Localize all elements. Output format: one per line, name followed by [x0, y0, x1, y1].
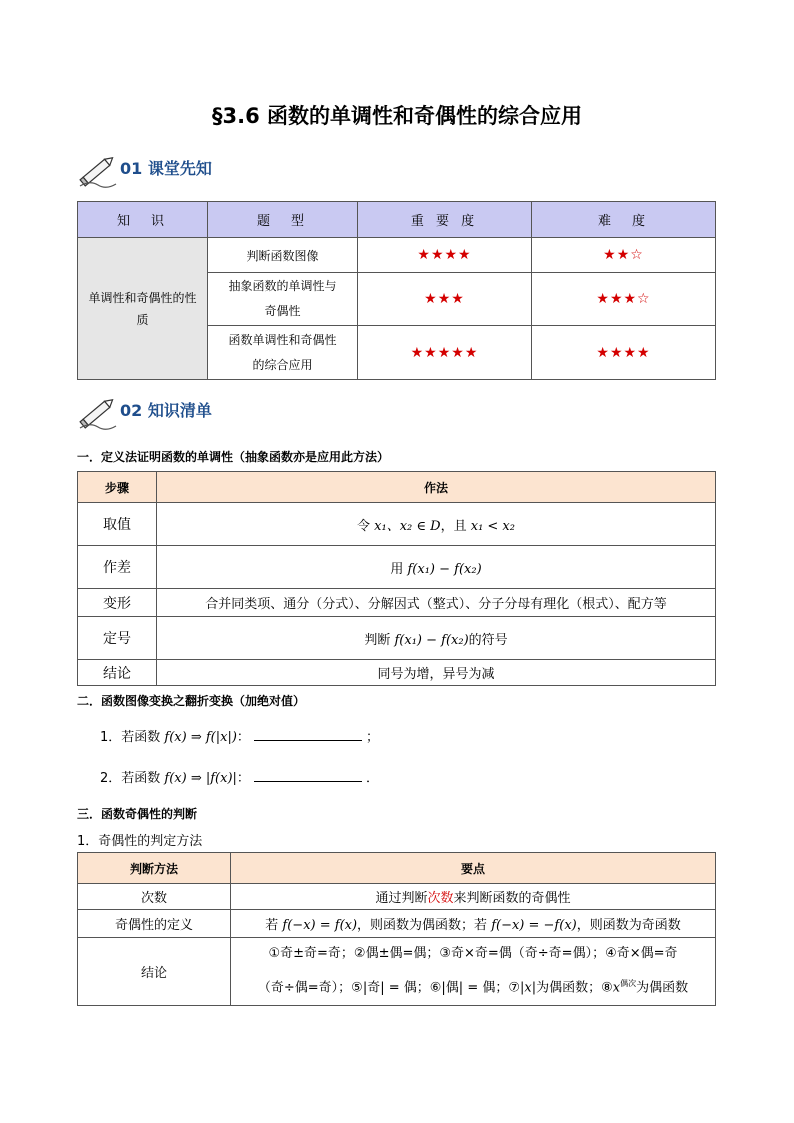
math-expr: f(x₁) − f(x₂): [394, 632, 469, 648]
point-text: ；⑥: [416, 980, 442, 996]
monotonicity-table: [77, 471, 716, 686]
method-cell: [157, 503, 716, 546]
method-cell: [157, 546, 716, 589]
fill-blank-item-2: [100, 767, 379, 786]
step-cell: 取值: [78, 503, 157, 546]
math-expr: x₁ < x₂: [470, 518, 515, 534]
pencil-icon: [76, 150, 120, 190]
item-text: ．: [365, 771, 379, 786]
overview-table: [77, 201, 716, 380]
type-cell: 判断函数图像: [208, 238, 358, 273]
point-line: ①奇±奇=奇；②偶±偶=偶；③奇×奇=偶（奇÷奇=偶）；④奇×偶=奇: [268, 946, 678, 962]
col-header: 步骤: [78, 472, 157, 503]
col-header: 题 型: [208, 202, 358, 238]
point-text: ，则函数为奇函数: [576, 918, 681, 933]
point-text: ，则函数为偶函数；若: [357, 918, 488, 933]
part2-heading: 二．函数图像变换之翻折变换（加绝对值）: [77, 694, 306, 708]
step-cell: 定号: [78, 617, 157, 660]
math-expr: |x|: [520, 980, 537, 996]
math-expr: f(x) ⇒ f(|x|): [164, 730, 237, 745]
page-title: §3.6 函数的单调性和奇偶性的综合应用: [211, 104, 582, 128]
method-cell: 结论: [78, 938, 231, 1006]
knowledge-text: 单调性和奇偶性的性质: [88, 290, 197, 327]
point-text: 通过判断: [375, 891, 428, 906]
importance-stars: ★★★: [358, 273, 532, 326]
col-header: 难 度: [532, 202, 716, 238]
math-expr: |偶| = 偶: [441, 980, 496, 996]
point-text: 为偶函数；⑧: [536, 980, 613, 996]
point-cell: [231, 884, 716, 910]
answer-blank[interactable]: [254, 728, 362, 741]
method-text: 用: [390, 561, 404, 577]
method-cell: 同号为增，异号为减: [157, 660, 716, 686]
importance-stars: ★★★★: [358, 238, 532, 273]
pencil-icon: [76, 392, 120, 432]
answer-blank[interactable]: [254, 769, 362, 782]
method-cell: 次数: [78, 884, 231, 910]
point-text: （奇÷偶=奇）；⑤: [257, 980, 363, 996]
math-expr: x: [612, 980, 621, 996]
parity-table: [77, 852, 716, 1006]
math-expr: f(−x) = f(x): [282, 918, 358, 933]
col-header: 知 识: [78, 202, 208, 238]
type-cell: [208, 273, 358, 326]
item-text: ：: [236, 771, 250, 786]
section-title: 01 课堂先知: [120, 159, 212, 178]
math-expr: f(x₁) − f(x₂): [407, 561, 482, 577]
col-header: 要点: [231, 853, 716, 884]
type-cell: [208, 326, 358, 380]
part1-heading: 一．定义法证明函数的单调性（抽象函数亦是应用此方法）: [77, 450, 390, 464]
item-text: ：: [236, 730, 250, 745]
step-cell: 结论: [78, 660, 157, 686]
item-text: 2．若函数: [100, 771, 161, 786]
fill-blank-item-1: [100, 726, 379, 745]
math-expr: f(x) ⇒ |f(x)|: [164, 771, 237, 786]
math-exponent: 偶次: [620, 979, 637, 989]
item-text: 1．若函数: [100, 730, 161, 745]
method-text: 的符号: [468, 632, 508, 648]
item-text: ；: [365, 730, 379, 745]
difficulty-stars: ★★☆: [532, 238, 716, 273]
point-text: 若: [265, 918, 279, 933]
col-header: 判断方法: [78, 853, 231, 884]
method-cell: 合并同类项、通分（分式）、分解因式（整式）、分子分母有理化（根式）、配方等: [157, 589, 716, 617]
method-text: 判断: [364, 632, 391, 648]
point-text: 来判断函数的奇偶性: [453, 891, 571, 906]
point-text: ；⑦: [495, 980, 520, 996]
point-cell: [231, 938, 716, 1006]
highlight-text: 次数: [427, 891, 454, 906]
col-header: 作法: [157, 472, 716, 503]
point-text: 为偶函数: [636, 980, 689, 996]
section-title: 02 知识清单: [120, 401, 212, 420]
math-expr: x₁、x₂ ∈ D: [374, 518, 441, 534]
part3-heading: 三．函数奇偶性的判断: [77, 807, 198, 821]
point-cell: [231, 910, 716, 938]
knowledge-cell: [78, 238, 208, 380]
type-text: 函数单调性和奇偶性的综合应用: [228, 332, 337, 372]
difficulty-stars: ★★★☆: [532, 273, 716, 326]
math-expr: |奇| = 偶: [362, 980, 417, 996]
method-text: 令: [357, 518, 371, 534]
step-cell: 作差: [78, 546, 157, 589]
col-header: 重 要 度: [358, 202, 532, 238]
importance-stars: ★★★★★: [358, 326, 532, 380]
method-cell: 奇偶性的定义: [78, 910, 231, 938]
step-cell: 变形: [78, 589, 157, 617]
method-cell: [157, 617, 716, 660]
part3-subheading: 1．奇偶性的判定方法: [77, 834, 203, 849]
type-text: 抽象函数的单调性与奇偶性: [228, 279, 337, 318]
method-text: ，且: [440, 518, 467, 534]
math-expr: f(−x) = −f(x): [491, 918, 577, 933]
point-line: [231, 969, 715, 1003]
difficulty-stars: ★★★★: [532, 326, 716, 380]
